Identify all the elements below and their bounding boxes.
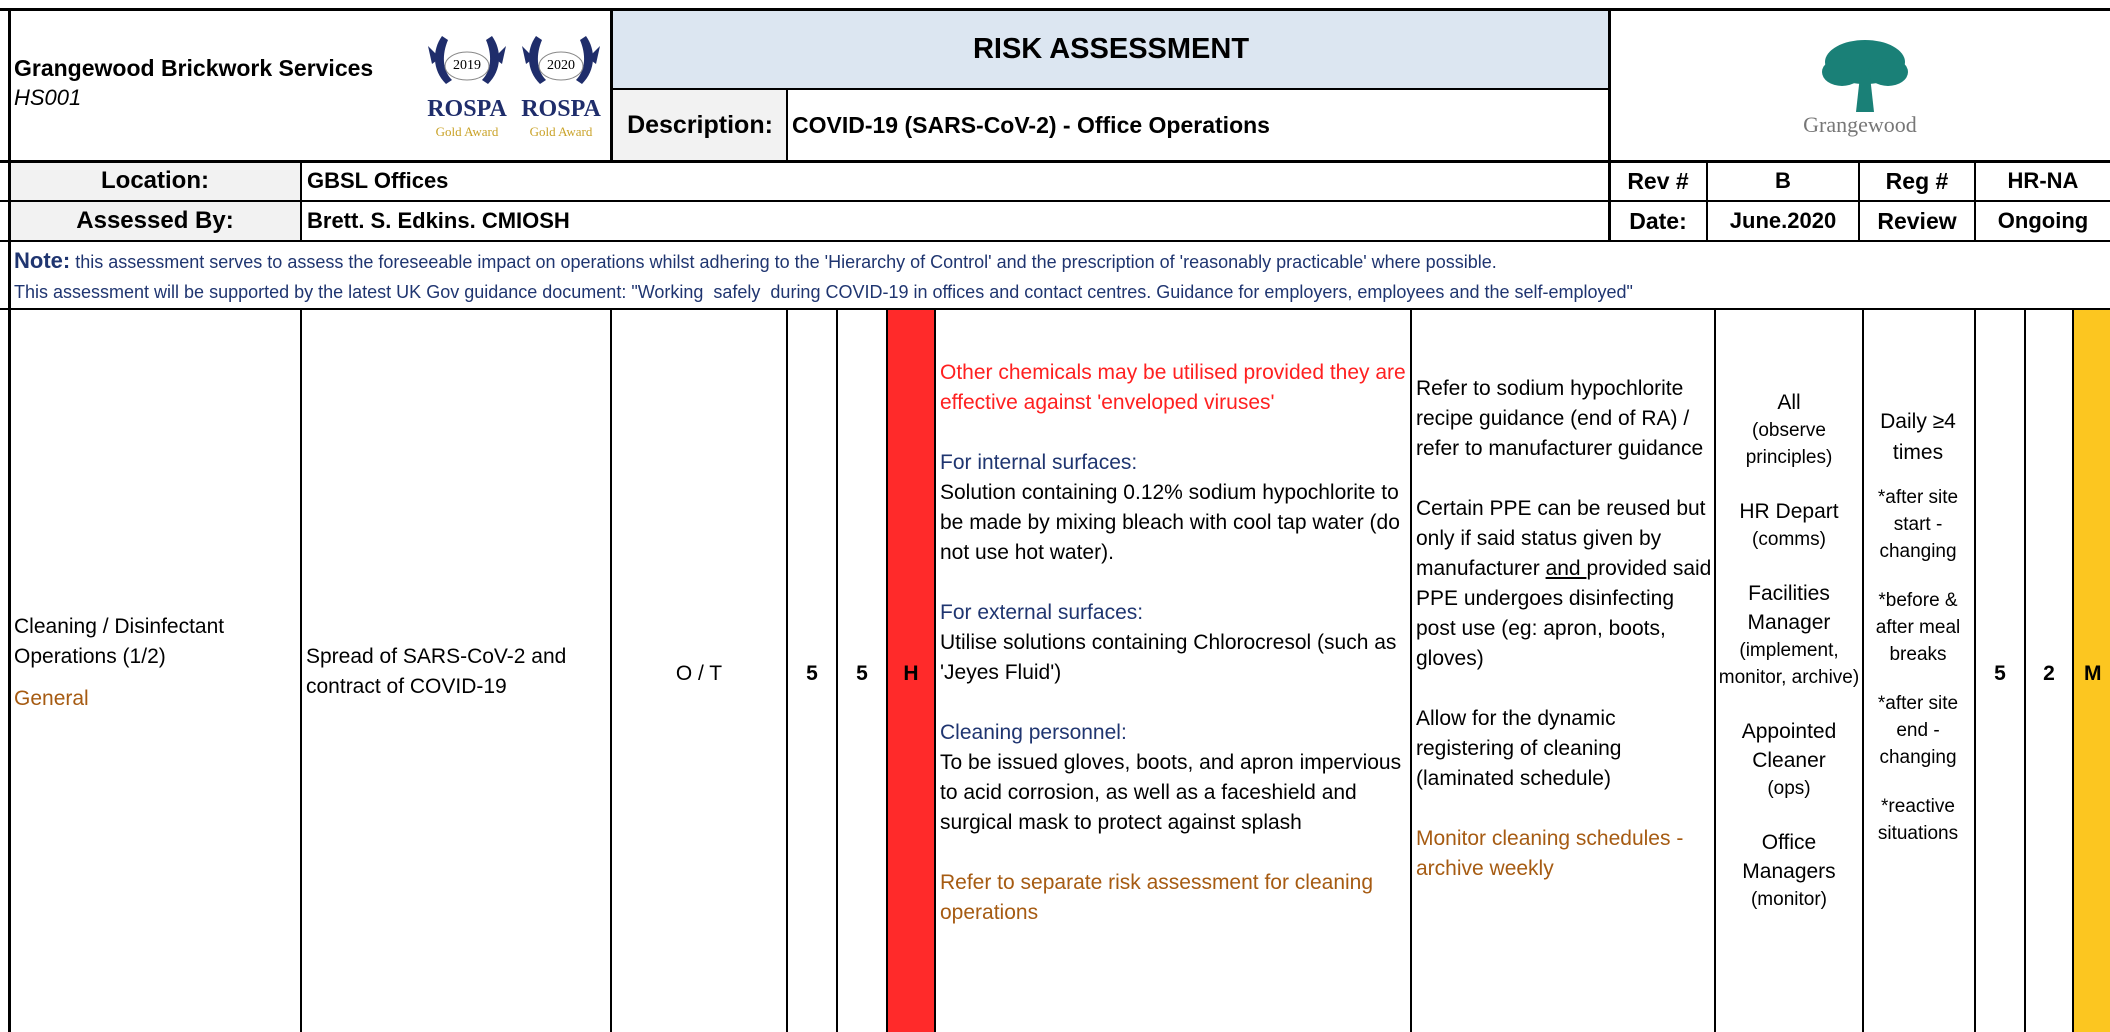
activity-cell	[14, 612, 298, 714]
description-value: COVID-19 (SARS-CoV-2) - Office Operations	[792, 111, 1270, 138]
frequency-item: *after site end - changing	[1877, 693, 1959, 768]
award-badge	[514, 28, 608, 144]
assessed-value: Brett. S. Edkins. CMIOSH	[307, 208, 570, 233]
responsible-item: Appointed Cleaner (ops)	[1741, 720, 1837, 799]
location-value: GBSL Offices	[307, 168, 449, 193]
note-text: this assessment serves to assess the foreseeable impact on operations whilst adhering to the 'Hierarchy of Control' and the prescription of 'reasonably practicable' where possible.	[75, 252, 1497, 272]
location-label: Location:	[101, 167, 209, 194]
control-chemicals-note: Other chemicals may be utilised provided they are effective against 'enveloped viruses'	[940, 361, 1406, 414]
frequency-item: *after site start - changing	[1877, 487, 1959, 562]
residual-risk-rating: M	[2084, 662, 2102, 685]
residual-likelihood: 2	[2043, 662, 2055, 685]
residual-severity: 5	[1994, 662, 2006, 685]
frequency-cell	[1866, 406, 1970, 847]
monitor-schedules: Monitor cleaning schedules - archive weekly	[1416, 827, 1684, 880]
external-surfaces-heading: For external surfaces:	[940, 601, 1144, 624]
further-actions	[1416, 374, 1712, 884]
assessed-label: Assessed By:	[76, 207, 234, 234]
tree-icon	[1820, 36, 1910, 116]
responsible-item: Facilities Manager (implement, monitor, archive)	[1718, 582, 1860, 688]
ppe-reuse-note: Certain PPE can be reused but only if said status given by manufacturer and provided said PPE undergoes disinfecting post use (eg: apron, boots, gloves)	[1416, 497, 1712, 670]
cleaning-personnel-text: To be issued gloves, boots, and apron impervious to acid corrosion, as well as a faceshield and surgical mask to protect against splash	[940, 751, 1402, 834]
severity-score: 5	[806, 662, 818, 685]
review-label: Review	[1877, 207, 1957, 234]
award-caption: Gold Award	[529, 124, 593, 139]
activity-text: Cleaning / Disinfectant Operations (1/2)	[14, 615, 225, 668]
responsible-item: Office Managers (monitor)	[1742, 831, 1836, 910]
frequency-item: *reactive situations	[1877, 796, 1959, 844]
award-brand: ROSPA	[427, 96, 507, 122]
responsible-persons	[1716, 388, 1862, 913]
award-year: 2019	[453, 58, 481, 73]
document-title: RISK ASSESSMENT	[972, 32, 1250, 65]
date-value: June.2020	[1729, 208, 1837, 233]
responsible-item: HR Depart (comms)	[1739, 500, 1839, 550]
reg-value: HR-NA	[2007, 168, 2079, 193]
responsible-item: All (observe principles)	[1745, 391, 1833, 468]
award-brand: ROSPA	[521, 96, 601, 122]
internal-surfaces-text: Solution containing 0.12% sodium hypochlorite to be made by mixing bleach with cool tap water (do not use hot water).	[940, 481, 1400, 564]
recipe-guidance: Refer to sodium hypochlorite recipe guidance (end of RA) / refer to manufacturer guidance	[1416, 377, 1704, 460]
rev-value: B	[1775, 168, 1791, 193]
award-badge	[420, 28, 514, 144]
separate-ra-reference: Refer to separate risk assessment for cleaning operations	[940, 871, 1374, 924]
internal-surfaces-heading: For internal surfaces:	[940, 451, 1138, 474]
external-surfaces-text: Utilise solutions containing Chlorocresol (such as 'Jeyes Fluid')	[940, 631, 1397, 684]
control-measures	[940, 358, 1408, 928]
company-name: Grangewood Brickwork Services	[14, 55, 374, 81]
review-value: Ongoing	[1997, 208, 2089, 233]
frequency-item: *before & after meal breaks	[1875, 590, 1961, 665]
document-code: HS001	[14, 85, 82, 110]
award-caption: Gold Award	[435, 124, 499, 139]
description-label: Description:	[627, 110, 773, 139]
frequency-main: Daily ≥4 times	[1880, 410, 1956, 464]
persons-at-risk: O / T	[675, 662, 723, 685]
date-label: Date:	[1629, 207, 1687, 234]
note-line-1	[14, 248, 2104, 274]
risk-rating: H	[903, 662, 919, 685]
activity-subtype: General	[14, 687, 89, 710]
logo-wordmark: Grangewood	[1803, 112, 1917, 137]
award-year: 2020	[547, 58, 575, 73]
reg-label: Reg #	[1885, 167, 1949, 194]
company-logo	[1612, 12, 2108, 158]
likelihood-score: 5	[856, 662, 868, 685]
cleaning-register: Allow for the dynamic registering of cleaning (laminated schedule)	[1416, 707, 1622, 790]
hazard-cell: Spread of SARS-CoV-2 and contract of COVID-19	[306, 645, 567, 698]
note-line-2: This assessment will be supported by the latest UK Gov guidance document: "Working safely during COVID-19 in offices and contact centres. Guidance for employers, employees and the self-employed"	[14, 282, 1633, 302]
cleaning-personnel-heading: Cleaning personnel:	[940, 721, 1127, 744]
note-label: Note:	[14, 248, 71, 273]
rev-label: Rev #	[1627, 167, 1689, 194]
